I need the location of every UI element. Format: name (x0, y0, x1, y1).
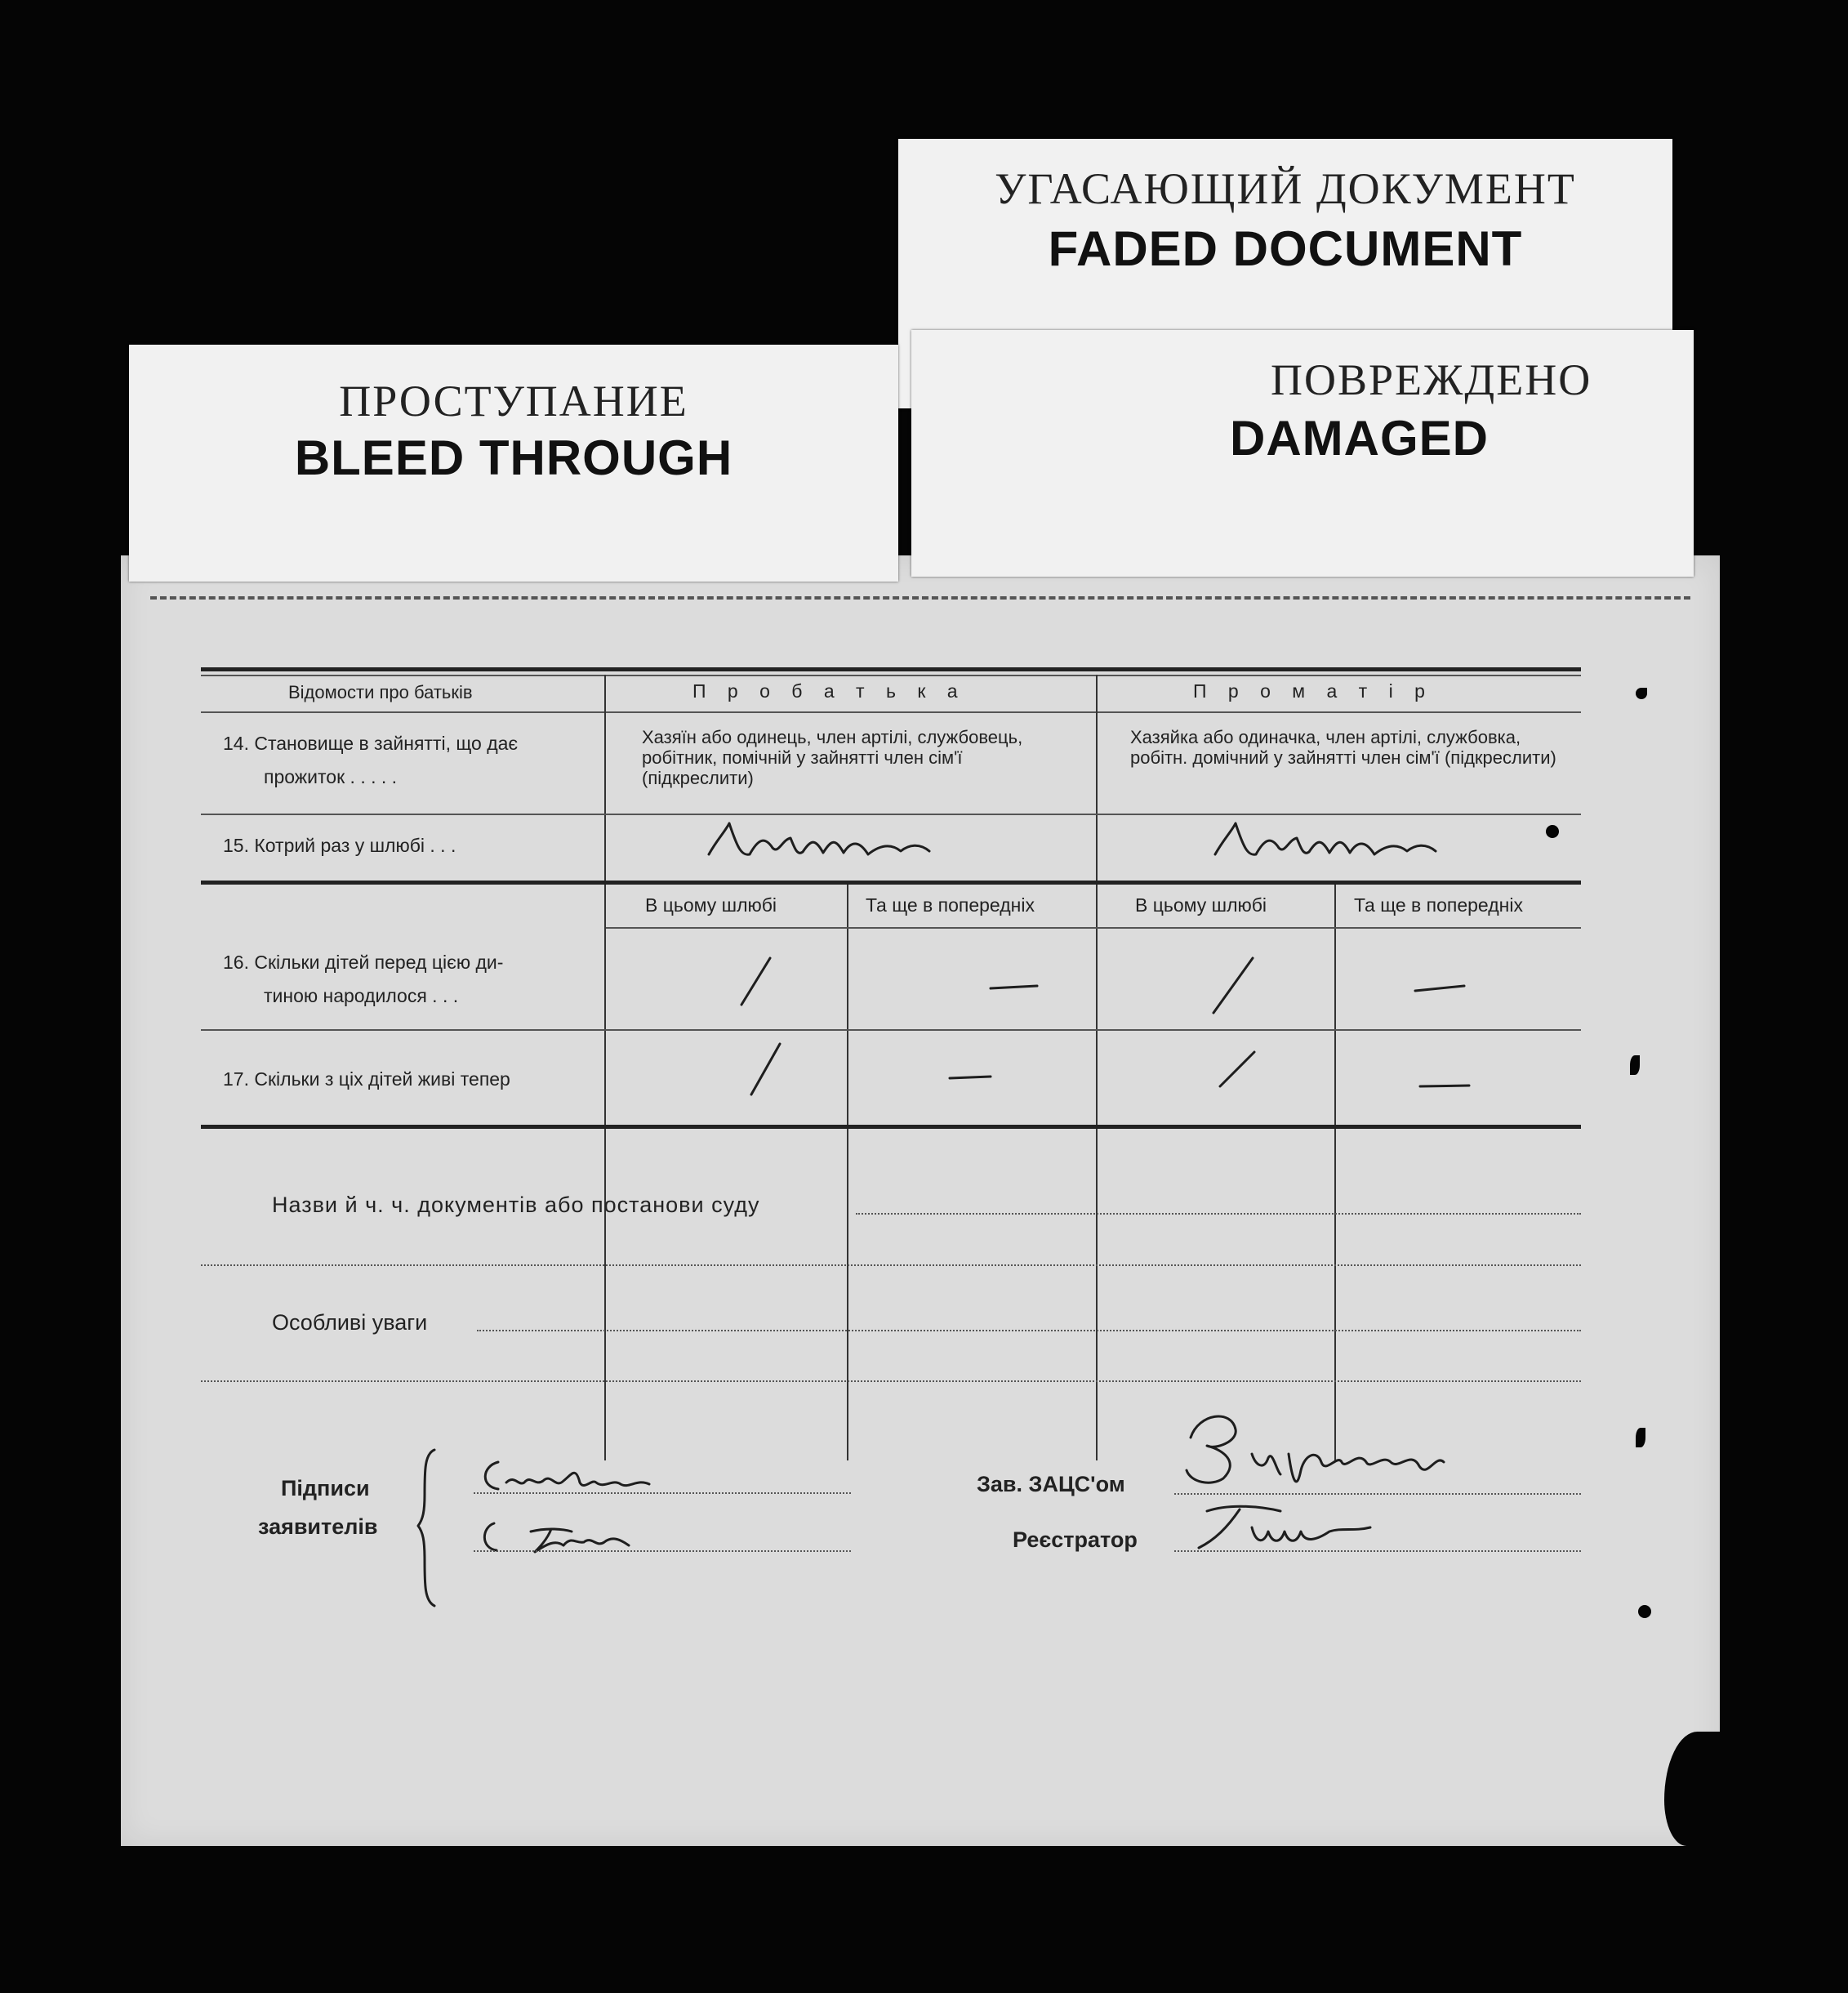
col-divider-1 (604, 675, 606, 1460)
damage-mark (1630, 1055, 1640, 1075)
row16-mother-prev-mark (1411, 976, 1476, 1001)
documents-line-1 (856, 1213, 1581, 1215)
damaged-label-ru: ПОВРЕЖДЕНО (1271, 355, 1592, 404)
faded-label-ru: УГАСАЮЩИЙ ДОКУМЕНТ (995, 164, 1576, 213)
col-divider-2 (1096, 675, 1098, 1460)
header-parents: Відомости про батьків (288, 682, 473, 702)
notes-line-2 (201, 1380, 1581, 1382)
row16-label-2: тиною народилося . . . (264, 985, 459, 1006)
row15-father-value (741, 849, 745, 850)
signatures-brace (416, 1446, 441, 1609)
row17-value-4 (121, 555, 122, 556)
damage-mark (1546, 825, 1559, 838)
row16-father-prev-mark (986, 976, 1052, 1001)
damage-mark (1636, 1428, 1645, 1447)
applicant-signature-1 (474, 1450, 702, 1499)
damage-mark (1636, 688, 1647, 699)
row14-label-1: 14. Становище в зайнятті, що дає (223, 733, 519, 754)
row17-father-prev-mark (946, 1070, 1011, 1086)
row14-mother-options: Хазяйка або одиначка, член артілі, службовка, робітн. домічний у зайнятті член сім'ї (підкреслити) (1130, 727, 1556, 768)
damage-mark (1638, 1605, 1651, 1618)
applicant-line-2 (474, 1550, 851, 1552)
damaged-label-en: DAMAGED (1230, 411, 1489, 466)
bleed-through-card (129, 345, 898, 582)
sub-mother-prev: Та ще в попередніх (1354, 894, 1523, 916)
notes-line-1 (477, 1330, 1581, 1331)
row15-mother-value (1248, 849, 1251, 850)
registrar-label: Реєстратор (1013, 1527, 1138, 1552)
row15-mother-handwriting (1207, 815, 1452, 881)
bleed-label-en: BLEED THROUGH (294, 430, 733, 485)
documents-label: Назви й ч. ч. документів або постанови суду (272, 1193, 760, 1217)
table-top-rule-2 (201, 675, 1581, 676)
row16-label-1: 16. Скільки дітей перед цією ди- (223, 952, 504, 973)
row16-bottom-rule (201, 1029, 1581, 1031)
registrar-line (1174, 1550, 1581, 1552)
row17-father-this-mark (743, 1037, 792, 1103)
row16-father-this-mark (733, 954, 782, 1011)
row14-label-2: прожиток . . . . . (264, 766, 398, 787)
row15-label: 15. Котрий раз у шлюбі . . . (223, 835, 456, 856)
sub-father-this: В цьому шлюбі (645, 894, 777, 916)
applicant-line-1 (474, 1492, 851, 1494)
header-father: П р о б а т ь к а (692, 680, 966, 702)
head-label: Зав. ЗАЦС'ом (977, 1472, 1125, 1496)
col-divider-4 (1334, 884, 1336, 1460)
row17-label: 17. Скільки з ціх дітей живі тепер (223, 1068, 510, 1090)
row16-mother-this-mark (1205, 954, 1262, 1019)
table-bottom-rule (201, 1125, 1581, 1129)
damaged-card (911, 330, 1694, 577)
row15-father-handwriting (701, 815, 946, 881)
sub-father-prev: Та ще в попередніх (866, 894, 1035, 916)
faded-label-en: FADED DOCUMENT (1048, 221, 1523, 276)
header-bottom-rule (201, 711, 1581, 713)
notes-label: Особливі уваги (272, 1310, 428, 1335)
perforation-line (150, 596, 1690, 600)
bleed-label-ru: ПРОСТУПАНИЕ (339, 377, 688, 426)
signatures-label-2: заявителів (258, 1514, 378, 1539)
row17-mother-this-mark (1213, 1046, 1271, 1095)
row15-bottom-rule (201, 881, 1581, 885)
subheader-rule (606, 927, 1581, 929)
col-divider-3 (847, 884, 848, 1460)
corner-tear (1664, 1732, 1720, 1846)
row17-mother-prev-mark (1416, 1078, 1481, 1095)
table-top-rule (201, 667, 1581, 671)
applicant-signature-2 (474, 1511, 719, 1560)
sub-mother-this: В цьому шлюбі (1135, 894, 1267, 916)
documents-line-2 (201, 1264, 1581, 1266)
head-signature (1174, 1405, 1485, 1495)
row14-father-options: Хазяїн або одинець, член артілі, службовець, робітник, помічній у зайнятті член сім'ї (підкреслити) (642, 727, 1023, 788)
form-sheet (121, 555, 1720, 1846)
signatures-label-1: Підписи (281, 1476, 370, 1500)
header-mother: П р о м а т і р (1193, 680, 1433, 702)
